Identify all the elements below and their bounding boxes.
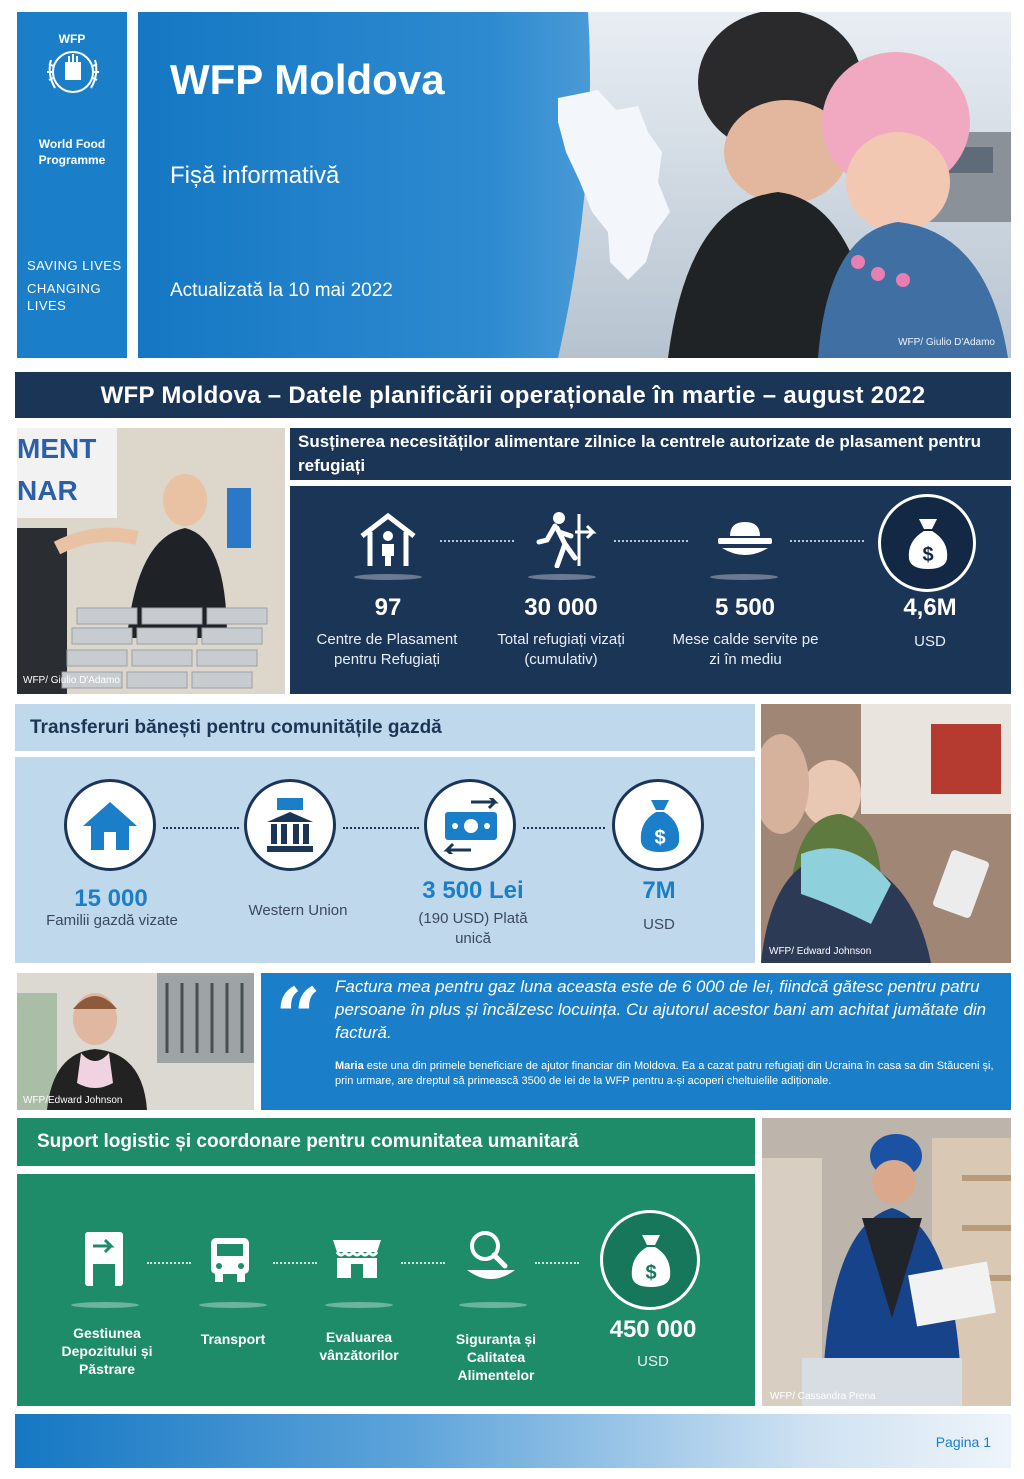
section3-stats bbox=[17, 1174, 755, 1406]
section3-title: Suport logistic și coordonare pentru comunitatea umanitară bbox=[37, 1131, 579, 1152]
slogan-line-2: CHANGING LIVES bbox=[27, 281, 102, 313]
bank-icon bbox=[265, 796, 315, 854]
connector bbox=[535, 1262, 579, 1264]
logistics-label: Siguranța și Calitatea Alimentelor bbox=[455, 1331, 537, 1383]
banner-title: WFP Moldova – Datele planificării operaționale în martie – august 2022 bbox=[100, 382, 926, 409]
section1-stats bbox=[290, 486, 1011, 694]
money-bag-icon bbox=[905, 515, 951, 571]
cash-transfer-icon bbox=[441, 798, 501, 854]
logistics-budget-value: 450 000 bbox=[609, 1316, 697, 1343]
shelter-icon bbox=[358, 510, 418, 568]
transfer-value: 3 500 Lei bbox=[422, 877, 524, 904]
food-distribution-image bbox=[17, 428, 285, 694]
hero-photo bbox=[558, 12, 1011, 358]
photo2-credit: WFP/ Edward Johnson bbox=[769, 946, 872, 957]
photo-maria bbox=[17, 973, 254, 1110]
house-circle bbox=[64, 779, 156, 871]
section2-stats bbox=[15, 757, 755, 963]
beneficiary-quote bbox=[261, 970, 1011, 1110]
logistics-worker-image bbox=[762, 1118, 1011, 1406]
page-title: WFP Moldova bbox=[170, 56, 445, 103]
transfer-label: Western Union bbox=[248, 902, 348, 919]
money-bag-icon bbox=[628, 1231, 674, 1289]
quote-text: Factura mea pentru gaz luna aceasta este de 6 000 de lei, fiindcă gătesc pentru patru persoane în plus și încălzesc locuința. Cu ajutorul acestor bani am achitat jumătate din factură. bbox=[335, 977, 987, 1042]
logistics-budget-unit: USD bbox=[637, 1353, 669, 1370]
connector bbox=[614, 540, 688, 542]
money-bag-circle bbox=[612, 779, 704, 871]
connector bbox=[440, 540, 514, 542]
slogan bbox=[27, 257, 122, 314]
svg-text:$: $ bbox=[922, 544, 934, 566]
connector bbox=[523, 827, 605, 829]
section3-header bbox=[17, 1118, 755, 1166]
transfer-value: 15 000 bbox=[74, 885, 148, 912]
pedestal bbox=[354, 574, 422, 580]
transfer-label: USD bbox=[643, 916, 675, 933]
budget-circle bbox=[878, 494, 976, 592]
connector bbox=[790, 540, 864, 542]
stat-label: Mese calde servite pe zi în mediu bbox=[672, 631, 819, 668]
connector bbox=[401, 1262, 445, 1264]
section1-header bbox=[290, 428, 1011, 480]
pedestal bbox=[528, 574, 596, 580]
photo3-credit: WFP/Edward Johnson bbox=[23, 1095, 123, 1106]
stat-value: 97 bbox=[374, 594, 402, 621]
maria-portrait-image bbox=[17, 973, 254, 1110]
stat-value: 4,6M bbox=[903, 594, 957, 621]
food-safety-icon bbox=[463, 1226, 519, 1288]
quote-description: este una din primele beneficiare de ajutor financiar din Moldova. Ea a cazat patru refugiați din Ucraina în casa sa din Stăuceni și, prin urmare, are dreptul să primească 3500 de lei de la WFP pentru a-și acoperi cheltuielile adiționale. bbox=[335, 1060, 994, 1087]
slogan-line-1: SAVING LIVES bbox=[27, 258, 122, 273]
refugee-icon bbox=[535, 510, 597, 568]
stat-label: USD bbox=[914, 633, 946, 650]
logo-acronym: WFP bbox=[58, 32, 86, 46]
logistics-label: Gestiunea Depozitului și Păstrare bbox=[61, 1325, 153, 1377]
bank-circle bbox=[244, 779, 336, 871]
stat-value: 5 500 bbox=[714, 594, 776, 621]
quote-name: Maria bbox=[335, 1060, 364, 1072]
logistics-label: Transport bbox=[200, 1331, 266, 1347]
house-icon bbox=[81, 798, 139, 852]
photo-food-distribution bbox=[17, 428, 285, 694]
transfer-label: Familii gazdă vizate bbox=[46, 912, 178, 929]
pedestal bbox=[325, 1302, 393, 1308]
cash-transfer-circle bbox=[424, 779, 516, 871]
section2-title: Transferuri bănești pentru comunitățile gazdă bbox=[30, 717, 442, 738]
title-panel bbox=[138, 12, 1011, 358]
connector bbox=[343, 827, 419, 829]
page-number: Pagina 1 bbox=[935, 1434, 991, 1450]
section1-title: Susținerea necesităților alimentare zilnice la centrele autorizate de plasament pentru refugiați bbox=[298, 432, 982, 475]
wfp-logo-panel bbox=[17, 12, 127, 358]
page-subtitle: Fișă informativă bbox=[170, 162, 340, 189]
transfer-label: (190 USD) Plată unică bbox=[418, 910, 528, 947]
pedestal bbox=[71, 1302, 139, 1308]
photo-host-family bbox=[761, 704, 1011, 963]
truck-icon bbox=[207, 1234, 253, 1284]
svg-text:$: $ bbox=[645, 1262, 657, 1284]
wfp-emblem-icon bbox=[43, 40, 103, 100]
stat-label: Total refugiați vizați (cumulativ) bbox=[497, 631, 625, 668]
updated-date: Actualizată la 10 mai 2022 bbox=[170, 280, 393, 301]
svg-text:$: $ bbox=[654, 827, 666, 849]
pedestal bbox=[459, 1302, 527, 1308]
money-bag-icon bbox=[637, 796, 683, 854]
section2-header bbox=[15, 704, 755, 751]
photo4-credit: WFP/ Cassandra Prena bbox=[770, 1391, 876, 1402]
shop-icon bbox=[331, 1236, 383, 1280]
connector bbox=[273, 1262, 317, 1264]
photo-logistics-worker bbox=[762, 1118, 1011, 1406]
svg-text:NAR: NAR bbox=[17, 475, 78, 506]
stat-value: 30 000 bbox=[524, 594, 598, 621]
connector bbox=[147, 1262, 191, 1264]
logistics-label: Evaluarea vânzătorilor bbox=[319, 1329, 399, 1363]
warehouse-icon bbox=[81, 1228, 127, 1288]
quote-note bbox=[335, 1059, 995, 1089]
svg-text:MENT: MENT bbox=[17, 433, 97, 464]
budget-circle bbox=[600, 1210, 700, 1310]
transfer-value: 7M bbox=[642, 877, 676, 904]
quote-mark-icon: “ bbox=[275, 970, 322, 1064]
connector bbox=[163, 827, 239, 829]
stat-label: Centre de Plasament pentru Refugiați bbox=[316, 631, 458, 668]
plan-banner bbox=[15, 372, 1011, 418]
photo1-credit: WFP/ Giulio D'Adamo bbox=[23, 675, 120, 686]
hot-meal-icon bbox=[714, 516, 776, 562]
logo-name: World Food Programme bbox=[38, 137, 106, 167]
pedestal bbox=[710, 574, 778, 580]
hero-photo-credit: WFP/ Giulio D'Adamo bbox=[898, 337, 995, 348]
pedestal bbox=[199, 1302, 267, 1308]
page-footer bbox=[15, 1414, 1011, 1468]
host-family-image bbox=[761, 704, 1011, 963]
